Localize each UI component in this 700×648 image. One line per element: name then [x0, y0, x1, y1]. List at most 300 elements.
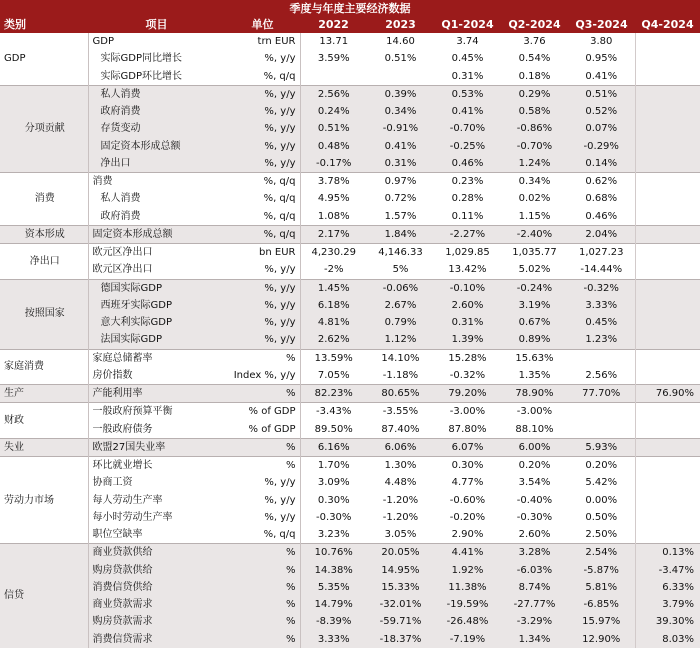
- unit-cell: %, y/y: [225, 50, 300, 67]
- value-cell-q3-2024: 0.50%: [568, 509, 635, 526]
- header-q3-2024: Q3-2024: [568, 17, 635, 33]
- value-cell-2022: 4,230.29: [300, 244, 367, 262]
- value-cell-q4-2024: [635, 438, 700, 456]
- value-cell-q1-2024: -2.27%: [434, 225, 501, 243]
- item-cell: 一般政府预算平衡: [88, 403, 225, 421]
- unit-cell: %, y/y: [225, 509, 300, 526]
- unit-cell: %, y/y: [225, 138, 300, 155]
- table-row: [0, 314, 700, 331]
- value-cell-q1-2024: 1.39%: [434, 331, 501, 349]
- header-q4-2024: Q4-2024: [635, 17, 700, 33]
- value-cell-q2-2024: -0.70%: [501, 138, 568, 155]
- value-cell-2023: 0.39%: [367, 85, 434, 103]
- value-cell-q2-2024: -0.24%: [501, 279, 568, 297]
- value-cell-q4-2024: [635, 68, 700, 86]
- item-cell: 一般政府债务: [88, 421, 225, 439]
- value-cell-q3-2024: [568, 349, 635, 367]
- value-cell-q2-2024: 1.35%: [501, 367, 568, 385]
- unit-cell: %: [225, 385, 300, 403]
- value-cell-q1-2024: 1.92%: [434, 562, 501, 579]
- item-cell: 协商工资: [88, 474, 225, 491]
- value-cell-q2-2024: 15.63%: [501, 349, 568, 367]
- unit-cell: %, q/q: [225, 173, 300, 191]
- value-cell-q1-2024: -0.60%: [434, 492, 501, 509]
- value-cell-2022: 13.59%: [300, 349, 367, 367]
- value-cell-q2-2024: 6.00%: [501, 438, 568, 456]
- value-cell-2022: 13.71: [300, 33, 367, 50]
- value-cell-q3-2024: -5.87%: [568, 562, 635, 579]
- value-cell-q4-2024: [635, 244, 700, 262]
- table-row: [0, 596, 700, 613]
- value-cell-q2-2024: 0.89%: [501, 331, 568, 349]
- unit-cell: %, y/y: [225, 331, 300, 349]
- value-cell-q2-2024: 1.34%: [501, 631, 568, 648]
- value-cell-q1-2024: -0.10%: [434, 279, 501, 297]
- item-cell: 商业贷款供给: [88, 544, 225, 562]
- value-cell-q3-2024: 5.81%: [568, 579, 635, 596]
- value-cell-q4-2024: 8.03%: [635, 631, 700, 648]
- value-cell-q1-2024: 0.31%: [434, 314, 501, 331]
- table-row: [0, 50, 700, 67]
- value-cell-q2-2024: 3.19%: [501, 297, 568, 314]
- value-cell-q1-2024: 0.23%: [434, 173, 501, 191]
- value-cell-2023: 80.65%: [367, 385, 434, 403]
- value-cell-q3-2024: 0.62%: [568, 173, 635, 191]
- value-cell-q4-2024: [635, 331, 700, 349]
- unit-cell: %, y/y: [225, 261, 300, 279]
- value-cell-2022: [300, 68, 367, 86]
- value-cell-q1-2024: 0.28%: [434, 190, 501, 207]
- table-row: [0, 173, 700, 191]
- category-cell: 生产: [0, 385, 88, 403]
- item-cell: 私人消费: [88, 190, 225, 207]
- value-cell-2022: 10.76%: [300, 544, 367, 562]
- value-cell-q1-2024: 13.42%: [434, 261, 501, 279]
- item-cell: 购房贷款供给: [88, 562, 225, 579]
- value-cell-q3-2024: 0.41%: [568, 68, 635, 86]
- value-cell-q1-2024: -0.20%: [434, 509, 501, 526]
- unit-cell: bn EUR: [225, 244, 300, 262]
- value-cell-q1-2024: 0.30%: [434, 457, 501, 475]
- value-cell-q2-2024: 0.34%: [501, 173, 568, 191]
- item-cell: 实际GDP同比增长: [88, 50, 225, 67]
- table-row: [0, 457, 700, 475]
- unit-cell: %: [225, 631, 300, 648]
- value-cell-2022: 6.16%: [300, 438, 367, 456]
- value-cell-q1-2024: 79.20%: [434, 385, 501, 403]
- value-cell-2022: 7.05%: [300, 367, 367, 385]
- item-cell: 西班牙实际GDP: [88, 297, 225, 314]
- value-cell-2022: 82.23%: [300, 385, 367, 403]
- value-cell-2023: 3.05%: [367, 526, 434, 544]
- value-cell-2022: 89.50%: [300, 421, 367, 439]
- value-cell-q1-2024: 0.11%: [434, 208, 501, 226]
- value-cell-2023: 15.33%: [367, 579, 434, 596]
- item-cell: 房价指数: [88, 367, 225, 385]
- item-cell: 私人消费: [88, 85, 225, 103]
- item-cell: 政府消费: [88, 208, 225, 226]
- value-cell-2022: 3.33%: [300, 631, 367, 648]
- value-cell-2022: 4.95%: [300, 190, 367, 207]
- item-cell: 实际GDP环比增长: [88, 68, 225, 86]
- value-cell-q2-2024: 88.10%: [501, 421, 568, 439]
- header-unit: 单位: [225, 17, 300, 33]
- value-cell-2022: 3.78%: [300, 173, 367, 191]
- value-cell-q4-2024: -3.47%: [635, 562, 700, 579]
- value-cell-q1-2024: 0.45%: [434, 50, 501, 67]
- value-cell-2023: -1.20%: [367, 509, 434, 526]
- value-cell-q4-2024: [635, 403, 700, 421]
- value-cell-2023: 0.72%: [367, 190, 434, 207]
- value-cell-q3-2024: 1,027.23: [568, 244, 635, 262]
- value-cell-q4-2024: [635, 103, 700, 120]
- value-cell-q2-2024: -2.40%: [501, 225, 568, 243]
- value-cell-2023: 0.34%: [367, 103, 434, 120]
- value-cell-2023: [367, 68, 434, 86]
- value-cell-q4-2024: [635, 474, 700, 491]
- value-cell-2023: 20.05%: [367, 544, 434, 562]
- table-row: [0, 297, 700, 314]
- header-category: 类别: [0, 17, 88, 33]
- value-cell-2022: 2.56%: [300, 85, 367, 103]
- table-row: [0, 562, 700, 579]
- value-cell-q3-2024: 0.95%: [568, 50, 635, 67]
- item-cell: 职位空缺率: [88, 526, 225, 544]
- value-cell-q2-2024: 3.54%: [501, 474, 568, 491]
- item-cell: 消费信贷需求: [88, 631, 225, 648]
- value-cell-2023: -1.18%: [367, 367, 434, 385]
- value-cell-q2-2024: 0.67%: [501, 314, 568, 331]
- value-cell-2022: -0.30%: [300, 509, 367, 526]
- value-cell-2022: 0.30%: [300, 492, 367, 509]
- value-cell-2023: 0.79%: [367, 314, 434, 331]
- unit-cell: %, y/y: [225, 103, 300, 120]
- value-cell-2023: 0.31%: [367, 155, 434, 173]
- unit-cell: %, y/y: [225, 314, 300, 331]
- table-row: [0, 385, 700, 403]
- value-cell-q2-2024: 0.54%: [501, 50, 568, 67]
- item-cell: 固定资本形成总额: [88, 225, 225, 243]
- value-cell-2023: -1.20%: [367, 492, 434, 509]
- item-cell: 德国实际GDP: [88, 279, 225, 297]
- value-cell-2022: 3.23%: [300, 526, 367, 544]
- value-cell-q3-2024: 77.70%: [568, 385, 635, 403]
- value-cell-q4-2024: 76.90%: [635, 385, 700, 403]
- value-cell-q1-2024: 0.31%: [434, 68, 501, 86]
- value-cell-q1-2024: -26.48%: [434, 613, 501, 630]
- value-cell-q1-2024: 11.38%: [434, 579, 501, 596]
- value-cell-q2-2024: 3.28%: [501, 544, 568, 562]
- value-cell-q1-2024: 2.60%: [434, 297, 501, 314]
- unit-cell: %: [225, 562, 300, 579]
- unit-cell: %, q/q: [225, 225, 300, 243]
- value-cell-2023: -18.37%: [367, 631, 434, 648]
- value-cell-q3-2024: [568, 421, 635, 439]
- value-cell-q3-2024: 2.56%: [568, 367, 635, 385]
- unit-cell: %, q/q: [225, 68, 300, 86]
- unit-cell: % of GDP: [225, 421, 300, 439]
- value-cell-q3-2024: 3.80: [568, 33, 635, 50]
- table-row: [0, 208, 700, 226]
- value-cell-q3-2024: 3.33%: [568, 297, 635, 314]
- table-row: [0, 526, 700, 544]
- value-cell-2022: 4.81%: [300, 314, 367, 331]
- value-cell-q1-2024: 2.90%: [434, 526, 501, 544]
- table-row: [0, 120, 700, 137]
- unit-cell: %, q/q: [225, 190, 300, 207]
- value-cell-2023: 1.12%: [367, 331, 434, 349]
- value-cell-2022: -2%: [300, 261, 367, 279]
- table-row: [0, 403, 700, 421]
- value-cell-2023: 0.97%: [367, 173, 434, 191]
- table-row: [0, 33, 700, 50]
- value-cell-2023: 1.30%: [367, 457, 434, 475]
- economic-data-table: [0, 17, 700, 648]
- value-cell-q2-2024: 0.58%: [501, 103, 568, 120]
- table-row: [0, 261, 700, 279]
- table-row: [0, 631, 700, 648]
- header-item: 项目: [88, 17, 225, 33]
- value-cell-q1-2024: 3.74: [434, 33, 501, 50]
- value-cell-q2-2024: 0.29%: [501, 85, 568, 103]
- value-cell-2022: 1.08%: [300, 208, 367, 226]
- unit-cell: %, y/y: [225, 474, 300, 491]
- header-2022: 2022: [300, 17, 367, 33]
- value-cell-q4-2024: [635, 349, 700, 367]
- value-cell-q1-2024: -7.19%: [434, 631, 501, 648]
- table-row: [0, 438, 700, 456]
- value-cell-q4-2024: [635, 279, 700, 297]
- value-cell-2023: 87.40%: [367, 421, 434, 439]
- value-cell-2022: 2.62%: [300, 331, 367, 349]
- table-title: 季度与年度主要经济数据: [0, 0, 700, 17]
- value-cell-q3-2024: 0.68%: [568, 190, 635, 207]
- value-cell-q4-2024: [635, 138, 700, 155]
- unit-cell: %: [225, 579, 300, 596]
- value-cell-q4-2024: [635, 155, 700, 173]
- table-row: [0, 509, 700, 526]
- value-cell-q4-2024: 39.30%: [635, 613, 700, 630]
- value-cell-q1-2024: 1,029.85: [434, 244, 501, 262]
- value-cell-2023: 4.48%: [367, 474, 434, 491]
- header-row: [0, 17, 700, 33]
- table-row: [0, 349, 700, 367]
- value-cell-q3-2024: 2.54%: [568, 544, 635, 562]
- item-cell: 消费信贷供给: [88, 579, 225, 596]
- unit-cell: %: [225, 613, 300, 630]
- table-row: [0, 103, 700, 120]
- value-cell-q2-2024: 2.60%: [501, 526, 568, 544]
- value-cell-q1-2024: 6.07%: [434, 438, 501, 456]
- value-cell-q3-2024: 0.51%: [568, 85, 635, 103]
- table-row: [0, 331, 700, 349]
- value-cell-q4-2024: [635, 492, 700, 509]
- unit-cell: %, y/y: [225, 492, 300, 509]
- value-cell-q4-2024: [635, 297, 700, 314]
- item-cell: 政府消费: [88, 103, 225, 120]
- category-cell: 财政: [0, 403, 88, 439]
- value-cell-2022: 1.45%: [300, 279, 367, 297]
- item-cell: 法国实际GDP: [88, 331, 225, 349]
- category-cell: 分项贡献: [0, 85, 88, 172]
- value-cell-q3-2024: -6.85%: [568, 596, 635, 613]
- value-cell-2022: 6.18%: [300, 297, 367, 314]
- value-cell-q3-2024: 0.45%: [568, 314, 635, 331]
- item-cell: 欧盟27国失业率: [88, 438, 225, 456]
- value-cell-q4-2024: [635, 526, 700, 544]
- value-cell-q3-2024: 0.20%: [568, 457, 635, 475]
- unit-cell: %: [225, 349, 300, 367]
- unit-cell: %, q/q: [225, 526, 300, 544]
- value-cell-2022: 3.09%: [300, 474, 367, 491]
- value-cell-2023: 14.10%: [367, 349, 434, 367]
- table-body: [0, 33, 700, 648]
- value-cell-q3-2024: 0.00%: [568, 492, 635, 509]
- unit-cell: Index %, y/y: [225, 367, 300, 385]
- value-cell-q4-2024: [635, 120, 700, 137]
- table-row: [0, 244, 700, 262]
- value-cell-q2-2024: -3.29%: [501, 613, 568, 630]
- value-cell-q4-2024: [635, 457, 700, 475]
- item-cell: 家庭总储蓄率: [88, 349, 225, 367]
- item-cell: 欧元区净出口: [88, 244, 225, 262]
- header-q1-2024: Q1-2024: [434, 17, 501, 33]
- unit-cell: % of GDP: [225, 403, 300, 421]
- value-cell-q2-2024: 0.02%: [501, 190, 568, 207]
- value-cell-q4-2024: [635, 261, 700, 279]
- value-cell-q2-2024: 78.90%: [501, 385, 568, 403]
- value-cell-q2-2024: 8.74%: [501, 579, 568, 596]
- value-cell-q4-2024: [635, 225, 700, 243]
- value-cell-2022: 14.79%: [300, 596, 367, 613]
- unit-cell: %: [225, 438, 300, 456]
- value-cell-q2-2024: 1.24%: [501, 155, 568, 173]
- value-cell-q3-2024: 5.93%: [568, 438, 635, 456]
- category-cell: 消费: [0, 173, 88, 226]
- value-cell-2022: -3.43%: [300, 403, 367, 421]
- value-cell-q4-2024: [635, 208, 700, 226]
- unit-cell: %, y/y: [225, 120, 300, 137]
- item-cell: 购房贷款需求: [88, 613, 225, 630]
- value-cell-q4-2024: [635, 33, 700, 50]
- value-cell-q2-2024: -0.40%: [501, 492, 568, 509]
- item-cell: 欧元区净出口: [88, 261, 225, 279]
- unit-cell: %, y/y: [225, 279, 300, 297]
- header-q2-2024: Q2-2024: [501, 17, 568, 33]
- value-cell-q4-2024: [635, 509, 700, 526]
- value-cell-q2-2024: 0.20%: [501, 457, 568, 475]
- value-cell-2023: 14.60: [367, 33, 434, 50]
- value-cell-q3-2024: 5.42%: [568, 474, 635, 491]
- value-cell-q1-2024: 15.28%: [434, 349, 501, 367]
- value-cell-q3-2024: 0.14%: [568, 155, 635, 173]
- table-row: [0, 68, 700, 86]
- category-cell: 资本形成: [0, 225, 88, 243]
- value-cell-q3-2024: 2.04%: [568, 225, 635, 243]
- table-row: [0, 190, 700, 207]
- value-cell-q3-2024: 12.90%: [568, 631, 635, 648]
- value-cell-q1-2024: 4.77%: [434, 474, 501, 491]
- table-row: [0, 421, 700, 439]
- value-cell-q4-2024: [635, 85, 700, 103]
- value-cell-q4-2024: [635, 173, 700, 191]
- value-cell-q1-2024: 0.46%: [434, 155, 501, 173]
- value-cell-2022: 0.48%: [300, 138, 367, 155]
- value-cell-q4-2024: [635, 367, 700, 385]
- item-cell: 商业贷款需求: [88, 596, 225, 613]
- value-cell-2023: -0.06%: [367, 279, 434, 297]
- category-cell: 按照国家: [0, 279, 88, 349]
- value-cell-q2-2024: 3.76: [501, 33, 568, 50]
- value-cell-q1-2024: 4.41%: [434, 544, 501, 562]
- unit-cell: %, y/y: [225, 297, 300, 314]
- value-cell-2022: 1.70%: [300, 457, 367, 475]
- value-cell-2023: 5%: [367, 261, 434, 279]
- value-cell-2023: -3.55%: [367, 403, 434, 421]
- unit-cell: %, y/y: [225, 155, 300, 173]
- category-cell: 信贷: [0, 544, 88, 648]
- item-cell: 消费: [88, 173, 225, 191]
- value-cell-q1-2024: 87.80%: [434, 421, 501, 439]
- value-cell-q2-2024: -3.00%: [501, 403, 568, 421]
- value-cell-q1-2024: 0.41%: [434, 103, 501, 120]
- unit-cell: %: [225, 457, 300, 475]
- unit-cell: %, q/q: [225, 208, 300, 226]
- category-cell: 劳动力市场: [0, 457, 88, 544]
- value-cell-q3-2024: -0.32%: [568, 279, 635, 297]
- value-cell-q1-2024: -0.70%: [434, 120, 501, 137]
- table-row: [0, 474, 700, 491]
- value-cell-q2-2024: 0.18%: [501, 68, 568, 86]
- value-cell-q4-2024: 6.33%: [635, 579, 700, 596]
- unit-cell: %, y/y: [225, 85, 300, 103]
- table-row: [0, 155, 700, 173]
- value-cell-q2-2024: -27.77%: [501, 596, 568, 613]
- unit-cell: trn EUR: [225, 33, 300, 50]
- value-cell-q2-2024: 1.15%: [501, 208, 568, 226]
- value-cell-2023: -32.01%: [367, 596, 434, 613]
- value-cell-q3-2024: 1.23%: [568, 331, 635, 349]
- item-cell: 每小时劳动生产率: [88, 509, 225, 526]
- value-cell-q4-2024: [635, 190, 700, 207]
- value-cell-q1-2024: -19.59%: [434, 596, 501, 613]
- value-cell-2023: 0.41%: [367, 138, 434, 155]
- value-cell-2023: 6.06%: [367, 438, 434, 456]
- value-cell-q1-2024: -0.25%: [434, 138, 501, 155]
- item-cell: 环比就业增长: [88, 457, 225, 475]
- value-cell-q1-2024: -0.32%: [434, 367, 501, 385]
- category-cell: 净出口: [0, 244, 88, 280]
- value-cell-2022: 5.35%: [300, 579, 367, 596]
- value-cell-2022: 14.38%: [300, 562, 367, 579]
- value-cell-q3-2024: 0.46%: [568, 208, 635, 226]
- value-cell-2022: 3.59%: [300, 50, 367, 67]
- value-cell-q4-2024: [635, 50, 700, 67]
- category-cell: 家庭消费: [0, 349, 88, 385]
- value-cell-2022: 0.24%: [300, 103, 367, 120]
- value-cell-2023: 0.51%: [367, 50, 434, 67]
- value-cell-q1-2024: -3.00%: [434, 403, 501, 421]
- item-cell: 意大利实际GDP: [88, 314, 225, 331]
- item-cell: GDP: [88, 33, 225, 50]
- unit-cell: %: [225, 596, 300, 613]
- table-row: [0, 579, 700, 596]
- item-cell: 每人劳动生产率: [88, 492, 225, 509]
- table-row: [0, 613, 700, 630]
- value-cell-q1-2024: 0.53%: [434, 85, 501, 103]
- header-2023: 2023: [367, 17, 434, 33]
- table-row: [0, 544, 700, 562]
